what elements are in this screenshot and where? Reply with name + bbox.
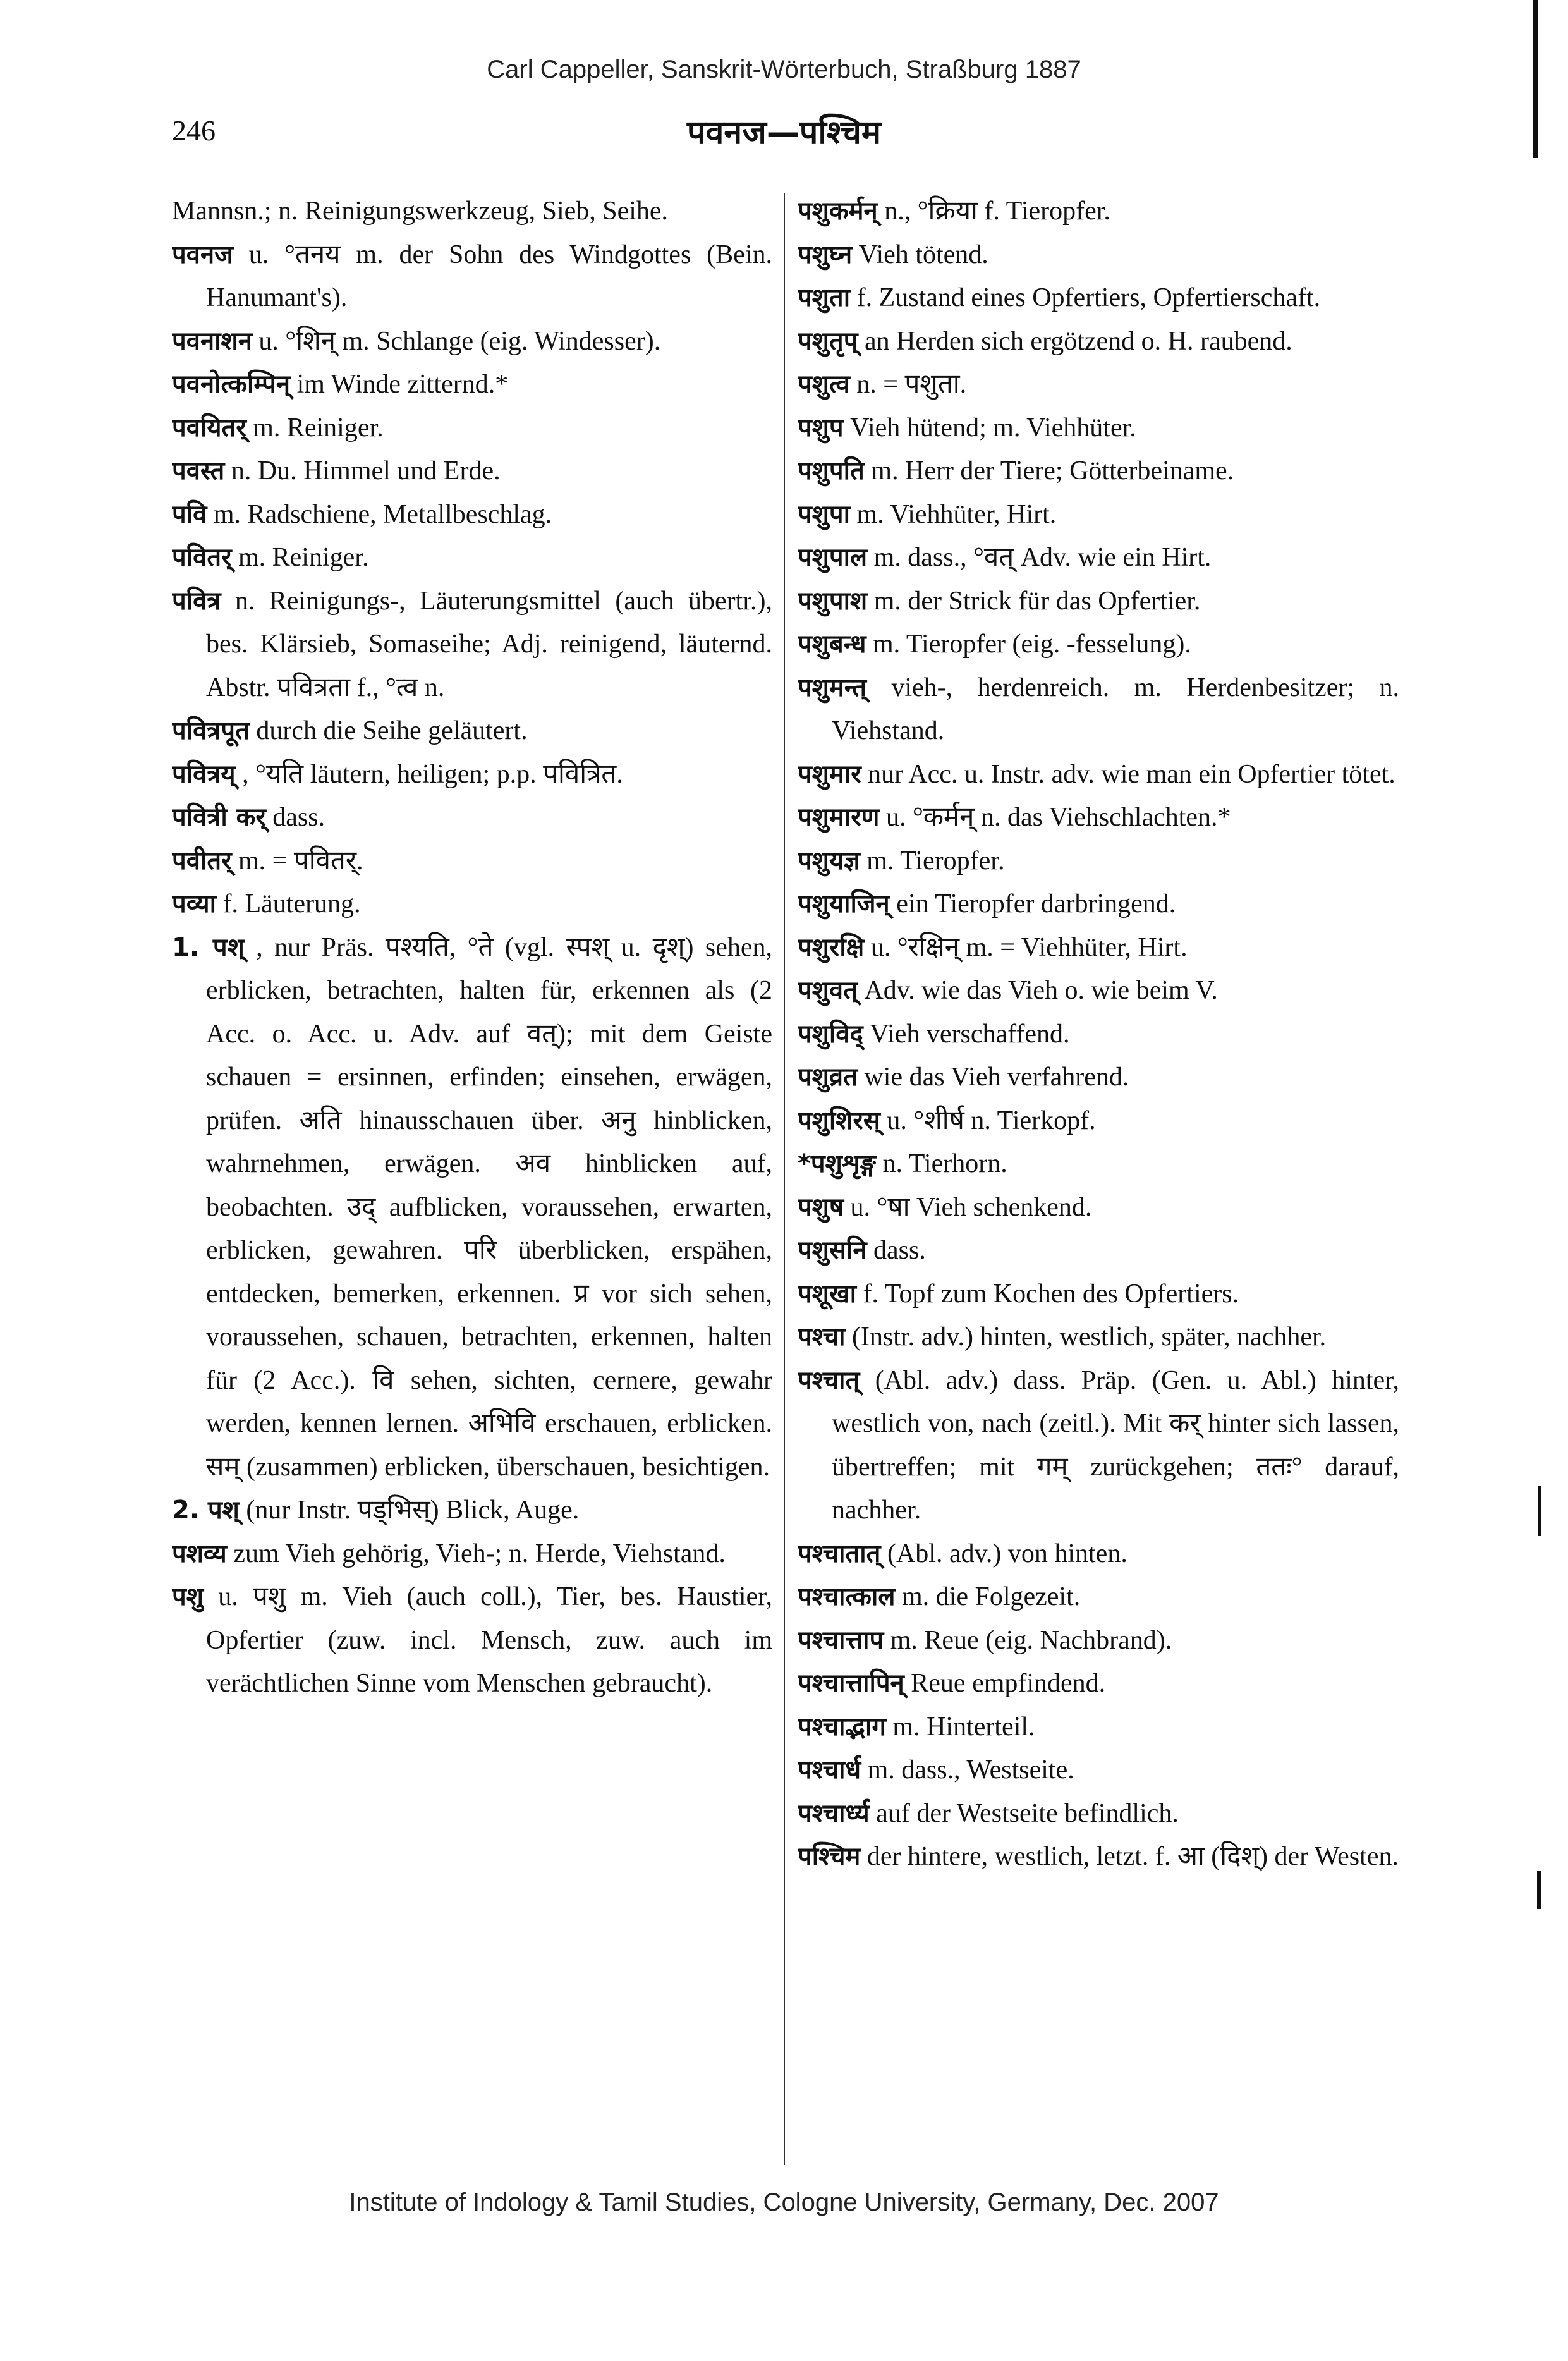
dictionary-entry xyxy=(798,623,1399,666)
entry-definition: u. °तनय m. der Sohn des Windgottes (Bein. Hanumant's). xyxy=(206,240,772,312)
dictionary-entry xyxy=(798,1229,1399,1272)
entry-definition: nur Acc. u. Instr. adv. wie man ein Opfertier tötet. xyxy=(868,759,1395,789)
entry-headword: *पशुशृङ्ग xyxy=(798,1149,876,1178)
entry-definition: , nur Präs. पश्यति, °ते (vgl. स्पश् u. दृश्) sehen, erblicken, betrachten, halten für, erkennen als (2 Acc. o. Acc. u. Adv. auf वत्); mit dem Geiste schauen = ersinnen, erfinden; einsehen, erwägen, prüfen. अति hinausschauen über. अनु hinblicken, wahrnehmen, erwägen. अव hinblicken auf, beobachten. उद् aufblicken, voraussehen, erwarten, erblicken, gewahren. परि überblicken, erspähen, entdecken, bemerken, erkennen. प्र vor sich sehen, voraussehen, schauen, betrachten, erkennen, halten für (2 Acc.). वि sehen, sichten, cernere, gewahr werden, kennen lernen. अभिवि erschauen, erblicken. सम् (zusammen) erblicken, überschauen, besichtigen. xyxy=(206,932,772,1482)
entry-headword: पवित्रपूत xyxy=(172,716,250,745)
entry-headword: पवयितर् xyxy=(172,413,246,442)
scan-edge-mark xyxy=(1537,1871,1541,1909)
entry-headword: पशुष xyxy=(798,1192,844,1222)
dictionary-entry xyxy=(172,406,772,450)
dictionary-entry xyxy=(798,1315,1399,1359)
entry-definition: m. die Folgezeit. xyxy=(901,1582,1081,1611)
dictionary-entry xyxy=(798,666,1399,753)
entry-definition: Vieh verschaffend. xyxy=(870,1019,1070,1049)
entry-headword: पशुरक्षि xyxy=(798,932,865,962)
dictionary-entry xyxy=(798,1186,1399,1229)
entry-definition: Adv. wie das Vieh o. wie beim V. xyxy=(864,976,1218,1005)
entry-definition: m. Tieropfer (eig. -fesselung). xyxy=(872,630,1191,659)
entry-headword: पश्चार्ध xyxy=(798,1755,861,1784)
dictionary-entry xyxy=(798,1359,1399,1532)
entry-headword: पशुता xyxy=(798,283,851,312)
entry-headword: पवीतर् xyxy=(172,846,232,875)
entry-definition: (Abl. adv.) von hinten. xyxy=(887,1539,1127,1568)
dictionary-entry xyxy=(798,1705,1399,1749)
entry-headword: पशूखा xyxy=(798,1279,856,1309)
entry-headword: पवि xyxy=(172,499,207,529)
entry-definition: m. Herr der Tiere; Götterbeiname. xyxy=(871,456,1234,485)
entry-headword: पशुमार xyxy=(798,759,861,789)
entry-definition: m. Viehhüter, Hirt. xyxy=(856,499,1057,529)
entry-definition: Vieh hütend; m. Viehhüter. xyxy=(850,413,1136,442)
dictionary-entry xyxy=(798,449,1399,493)
scan-edge-mark xyxy=(1533,0,1538,158)
dictionary-entry xyxy=(798,363,1399,406)
entry-headword: पश्चाद्भाग xyxy=(798,1712,886,1742)
entry-definition: u. °रक्षिन् m. = Viehhüter, Hirt. xyxy=(870,932,1188,962)
dictionary-entry xyxy=(798,753,1399,796)
running-head: पवनज—पश्चिम xyxy=(686,114,882,152)
entry-headword: पशुविद् xyxy=(798,1019,863,1049)
entry-definition: n. = पशुता. xyxy=(856,370,967,399)
entry-headword: पवनज xyxy=(172,240,233,269)
entry-definition: u. पशु m. Vieh (auch coll.), Tier, bes. Haustier, Opfertier (zuw. incl. Mensch, zuw. auch im verächtlichen Sinne vom Menschen gebraucht). xyxy=(206,1582,772,1698)
dictionary-entry xyxy=(172,1532,772,1576)
dictionary-entry xyxy=(172,796,772,839)
right-column xyxy=(798,190,1399,2181)
entry-headword: पशुयाजिन् xyxy=(798,889,890,918)
entry-headword: पश्चा xyxy=(798,1322,846,1351)
dictionary-entry xyxy=(172,449,772,493)
entry-definition: im Winde zitternd.* xyxy=(296,370,509,399)
dictionary-entry xyxy=(798,1013,1399,1056)
dictionary-entry xyxy=(798,882,1399,926)
entry-headword: पशुवत् xyxy=(798,976,858,1005)
scan-edge-mark xyxy=(1538,1486,1541,1536)
dictionary-entry xyxy=(172,320,772,363)
entry-headword: पश्चात्काल xyxy=(798,1582,896,1611)
entry-headword: 2. पश् xyxy=(172,1496,240,1525)
dictionary-entry xyxy=(172,1489,772,1532)
entry-headword: पशु xyxy=(172,1582,204,1611)
dictionary-entry xyxy=(798,1532,1399,1576)
dictionary-entry xyxy=(798,1748,1399,1792)
entry-definition: durch die Seihe geläutert. xyxy=(256,716,528,745)
entry-headword: पशुतृप् xyxy=(798,326,858,356)
entry-headword: पवित्रय् xyxy=(172,759,236,789)
entry-definition: n. Reinigungs-, Läuterungsmittel (auch übertr.), bes. Klärsieb, Somaseihe; Adj. reinigend, läuternd. Abstr. पवित्रता f., °त्व n. xyxy=(206,586,772,702)
dictionary-entry xyxy=(798,1792,1399,1836)
dictionary-entry xyxy=(172,580,772,710)
dictionary-entry xyxy=(798,796,1399,839)
dictionary-entry xyxy=(172,363,772,406)
dictionary-entry xyxy=(798,580,1399,623)
entry-headword: पशुयज्ञ xyxy=(798,846,860,875)
entry-headword: पशुप xyxy=(798,413,844,442)
entry-definition: ein Tieropfer darbringend. xyxy=(896,889,1176,918)
entry-definition: u. °शिन् m. Schlange (eig. Windesser). xyxy=(258,326,661,356)
entry-headword: पवित्री कर् xyxy=(172,803,266,832)
dictionary-entry xyxy=(172,493,772,537)
entry-headword: पशुमन्त् xyxy=(798,673,866,702)
entry-headword: पशुशिरस् xyxy=(798,1106,880,1135)
entry-headword: 1. पश् xyxy=(172,932,245,962)
dictionary-entry xyxy=(798,1142,1399,1186)
entry-definition: vieh-, herdenreich. m. Herdenbesitzer; n. Viehstand. xyxy=(832,673,1399,745)
entry-definition: m. Radschiene, Metallbeschlag. xyxy=(213,499,552,529)
entry-headword: पश्चार्ध्य xyxy=(798,1798,870,1828)
dictionary-entry xyxy=(798,839,1399,883)
entry-definition: an Herden sich ergötzend o. H. raubend. xyxy=(864,326,1292,356)
dictionary-entry xyxy=(798,1835,1399,1879)
entry-definition: Reue empfindend. xyxy=(911,1669,1106,1698)
source-citation: Carl Cappeller, Sanskrit-Wörterbuch, Straßburg 1887 xyxy=(487,56,1081,83)
entry-definition: (nur Instr. पड्भिस्) Blick, Auge. xyxy=(246,1496,580,1525)
entry-headword: पशुबन्ध xyxy=(798,630,866,659)
dictionary-entry xyxy=(798,926,1399,970)
dictionary-entry xyxy=(798,1575,1399,1619)
entry-headword: पश्चातात् xyxy=(798,1539,881,1568)
dictionary-entry xyxy=(172,190,772,233)
entry-headword: पश्चात् xyxy=(798,1365,860,1395)
entry-definition: (Instr. adv.) hinten, westlich, später, nachher. xyxy=(851,1322,1327,1351)
dictionary-entry xyxy=(798,1056,1399,1099)
entry-definition: zum Vieh gehörig, Vieh-; n. Herde, Viehstand. xyxy=(233,1539,726,1568)
dictionary-entry xyxy=(172,882,772,926)
dictionary-entry xyxy=(172,709,772,753)
entry-headword: पश्चात्तापिन् xyxy=(798,1669,904,1698)
entry-headword: पवनाशन xyxy=(172,326,252,356)
page-number: 246 xyxy=(172,114,216,147)
dictionary-entry xyxy=(798,190,1399,233)
dictionary-entry xyxy=(798,320,1399,363)
entry-headword: पवितर् xyxy=(172,543,232,572)
entry-headword: पश्चिम xyxy=(798,1842,861,1871)
entry-definition: Mannsn.; n. Reinigungswerkzeug, Sieb, Seihe. xyxy=(172,197,669,226)
entry-definition: Vieh tötend. xyxy=(858,240,988,269)
dictionary-entry xyxy=(172,233,772,320)
entry-definition: f. Zustand eines Opfertiers, Opfertierschaft. xyxy=(856,283,1321,312)
entry-headword: पशव्य xyxy=(172,1539,227,1568)
entry-definition: der hintere, westlich, letzt. f. आ (दिश्) der Westen. xyxy=(866,1842,1399,1871)
footer-credit: Institute of Indology & Tamil Studies, Cologne University, Germany, Dec. 2007 xyxy=(349,2188,1219,2216)
entry-definition: n. Tierhorn. xyxy=(882,1149,1007,1178)
entry-headword: पवित्र xyxy=(172,586,221,616)
entry-headword: पवनोत्कम्पिन् xyxy=(172,370,291,399)
dictionary-entry xyxy=(798,969,1399,1013)
entry-definition: m. der Strick für das Opfertier. xyxy=(873,586,1201,616)
entry-headword: पशुव्रत xyxy=(798,1063,858,1092)
entry-definition: m. dass., Westseite. xyxy=(867,1755,1074,1784)
entry-definition: m. Reiniger. xyxy=(238,543,369,572)
entry-definition: m. Reue (eig. Nachbrand). xyxy=(890,1625,1172,1655)
entry-headword: पश्चात्ताप xyxy=(798,1625,884,1655)
dictionary-entry xyxy=(172,753,772,796)
entry-definition: m. Reiniger. xyxy=(253,413,384,442)
entry-definition: u. °कर्मन् n. das Viehschlachten.* xyxy=(885,803,1231,832)
entry-definition: n., °क्रिया f. Tieropfer. xyxy=(884,197,1110,226)
entry-definition: wie das Vieh verfahrend. xyxy=(864,1063,1129,1092)
dictionary-entry xyxy=(798,536,1399,580)
dictionary-entry xyxy=(798,276,1399,320)
entry-definition: u. °षा Vieh schenkend. xyxy=(850,1192,1092,1222)
entry-definition: m. Tieropfer. xyxy=(866,846,1005,875)
entry-headword: पशुपाश xyxy=(798,586,868,616)
dictionary-entry xyxy=(798,1619,1399,1662)
dictionary-entry xyxy=(798,233,1399,277)
entry-headword: पशुपाल xyxy=(798,543,868,572)
dictionary-entry xyxy=(172,1575,772,1705)
entry-definition: dass. xyxy=(272,803,325,832)
entry-headword: पशुपति xyxy=(798,456,865,485)
entry-definition: , °यति läutern, heiligen; p.p. पवित्रित. xyxy=(242,759,623,789)
entry-definition: u. °शीर्ष n. Tierkopf. xyxy=(887,1106,1096,1135)
entry-headword: पशुघ्न xyxy=(798,240,853,269)
entry-headword: पवस्त xyxy=(172,456,225,485)
left-column xyxy=(172,190,772,2181)
entry-definition: m. dass., °वत् Adv. wie ein Hirt. xyxy=(873,543,1212,572)
entry-headword: पशुत्व xyxy=(798,370,850,399)
column-divider xyxy=(784,193,785,2165)
dictionary-entry xyxy=(172,926,772,1489)
dictionary-entry xyxy=(798,1662,1399,1705)
entry-headword: पशुकर्मन् xyxy=(798,197,878,226)
dictionary-entry xyxy=(798,1099,1399,1143)
entry-definition: m. Hinterteil. xyxy=(892,1712,1035,1742)
entry-definition: m. = पवितर्. xyxy=(238,846,363,875)
entry-definition: n. Du. Himmel und Erde. xyxy=(231,456,501,485)
entry-headword: पशुपा xyxy=(798,499,850,529)
entry-headword: पशुमारण xyxy=(798,803,880,832)
entry-headword: पशुसनि xyxy=(798,1236,867,1265)
dictionary-entry xyxy=(798,406,1399,450)
dictionary-entry xyxy=(172,536,772,580)
entry-definition: f. Topf zum Kochen des Opfertiers. xyxy=(863,1279,1239,1309)
entry-definition: dass. xyxy=(873,1236,926,1265)
dictionary-entry xyxy=(172,839,772,883)
entry-definition: f. Läuterung. xyxy=(222,889,361,918)
entry-headword: पव्या xyxy=(172,889,216,918)
dictionary-entry xyxy=(798,1272,1399,1316)
entry-definition: auf der Westseite befindlich. xyxy=(876,1798,1179,1828)
entry-definition: (Abl. adv.) dass. Präp. (Gen. u. Abl.) hinter, westlich von, nach (zeitl.). Mit कर् hinter sich lassen, übertreffen; mit गम् zurückgehen; ततः° darauf, nachher. xyxy=(832,1365,1399,1525)
dictionary-entry xyxy=(798,493,1399,537)
